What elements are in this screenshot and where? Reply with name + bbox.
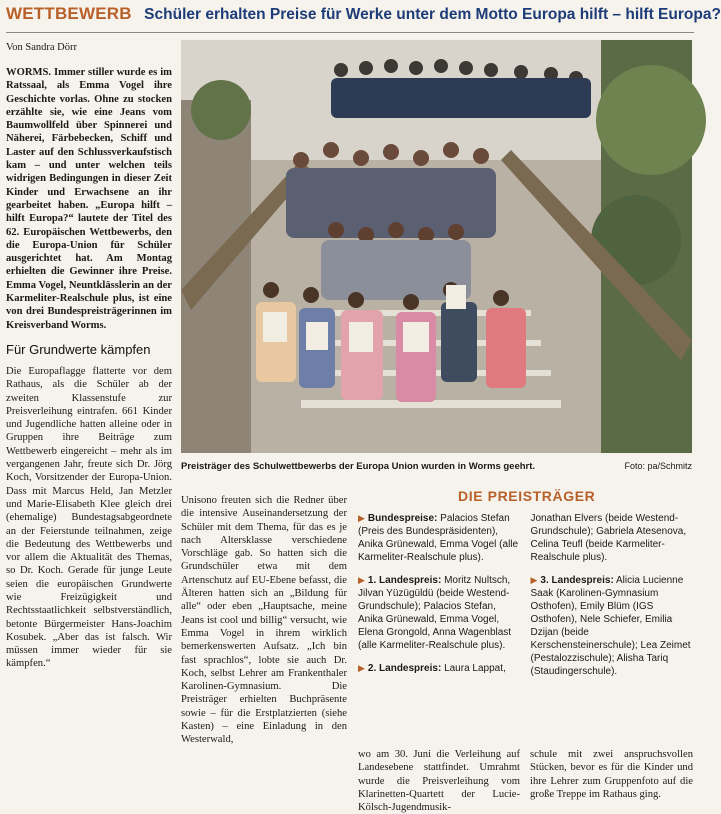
- winner-entry: ▶ 1. Landespreis: Moritz Nultsch, Jilvan Yüzügüldü (beide Westend-Grundschule); Palacios Stefan, Anika Grünewald, Emma Vogel, Elena Grongold, Anna Wagenblast (alle Karmeliter-Realschule plus).: [358, 575, 512, 651]
- winners-box: [358, 488, 693, 743]
- header-rule: [6, 32, 694, 33]
- triangle-bullet-icon: ▶: [530, 575, 538, 585]
- column-2: [181, 494, 347, 747]
- column-2-text: Unisono freuten sich die Redner über die intensive Auseinandersetzung der Schüler mit dem Thema, für das es je nach Altersklasse verschiedene Vorschläge gab. So hatten sich die Grundschüler etwa mit dem Artenschutz auf EU-Ebene befasst, die Älteren hatten sich an „Bildung für alle“ oder eben „Hauptsache, meine Jeans ist cool und billig“ versucht, wie Emma Vogel in ihrem wirklich bemerkenswerten Aufsatz. „Ich bin fast sprachlos“, lobte sie auch Dr. Koch, selbst Lehrer am Frankenthaler Karolinen-Gymnasium. Die Preisträger erhielten Buchpräsente sowie – für die Erstplatzierten (siehe Kasten) – eine Einladung in den Westerwald,: [181, 495, 347, 746]
- photo-credit: Foto: pa/Schmitz: [624, 461, 692, 471]
- column-1: [6, 66, 172, 671]
- winners-right-column: [531, 512, 694, 688]
- section-kicker: WETTBEWERB: [6, 4, 132, 23]
- column-4-text: schule mit zwei anspruchsvollen Stücken, bevor es für die Kinder und ihre Lehrer zum Gruppenfoto auf die große Treppe im Rathaus ging.: [530, 749, 693, 800]
- triangle-bullet-icon: ▶: [358, 575, 365, 585]
- lead-paragraph: WORMS. Immer stiller wurde es im Ratssaal, als Emma Vogel ihre Geschichte vorlas. Ohne zu stocken erzählte sie, wie eine Jeans vom Baumwollfeld über Spinnerei und Näherei, Färbebecken, Schiff und Laster auf den Schlussverkaufstisch kam – und unter welchen teils widrigen Bedingungen in dieser Zeit Kinder und Erwachsene an ihr gearbeitet haben. „Europa hilft – hilft Europa?“ lautete der Titel des 62. Europäischen Wettbewerbs, den die Europa-Union für Schüler ausgerichtet hat. Am Montag erhielten die Gewinner ihre Preise. Emma Vogel, Neuntklässlerin an der Karmeliter-Realschule plus, ist eine von drei Bundespreisträgerinnen im Kreisverband Worms.: [6, 67, 172, 331]
- winner-entry: ▶ 2. Landespreis: Laura Lappat,: [358, 663, 506, 674]
- byline: Von Sandra Dörr: [6, 42, 77, 53]
- article-header: [6, 4, 721, 30]
- caption-text: Preisträger des Schulwettbewerbs der Europa Union wurden in Worms geehrt.: [181, 461, 536, 472]
- column-3-text: wo am 30. Juni die Verleihung auf Landesebene stattfindet. Umrahmt wurde die Preisverleihung vom Klarinetten-Quartett der Lucie-Kölsch-Jugendmusik-: [358, 749, 520, 814]
- subheading: Für Grundwerte kämpfen: [6, 341, 151, 357]
- staircase-photo-illustration: [181, 40, 692, 453]
- column-4: [530, 748, 693, 801]
- winners-left-column: [358, 512, 521, 688]
- headline: Schüler erhalten Preise für Werke unter dem Motto Europa hilft – hilft Europa?: [144, 6, 721, 23]
- triangle-bullet-icon: ▶: [358, 663, 365, 673]
- winner-entry: ▶ 3. Landespreis: Alicia Lucienne Saak (Karolinen-Gymnasium Osthofen), Emily Blüm (IGS Osthofen), Nele Schiefer, Emilia Dzijan (beide Kerschensteinerschule); Lea Zeimet (Pestalozzischule); Alisha Tariq (Staudingerschule).: [530, 575, 691, 677]
- photo-caption: [181, 461, 692, 472]
- group-photo: [181, 40, 692, 453]
- winners-box-title: DIE PREISTRÄGER: [458, 488, 596, 504]
- winner-entry: ▶ Bundespreise: Palacios Stefan (Preis des Bundespräsidenten), Anika Grünewald, Emma Vogel (alle Karmeliter-Realschule plus).: [358, 513, 519, 563]
- winner-entry: Jonathan Elvers (beide Westend-Grundschule); Gabriela Atesenova, Celina Teufl (beide Karmeliter-Realschule plus).: [530, 513, 687, 563]
- body-paragraph: Die Europaflagge flatterte vor dem Rathaus, als die Schüler ab der zweiten Klassenstufe zur Preisverleihung eintrafen. 661 Kinder und Jugendliche hatten alleine oder in Gruppen ihre Beiträge zum Wettbewerb eingereicht – mehr als im vergangenen Jahr, freute sich Dr. Jörg Koch, Vorsitzender der Europa-Union. Dass mit Marcus Held, Jan Metzler und Marie-Elisabeth Klee gleich drei (ehemalige) Bundestagsabgeordnete an der Feierstunde teilnahmen, zeige die Bedeutung des Wettbewerbs und vor allem die Aktualität des Themas, so Dr. Koch. Gerade für junge Leute seien die europäischen Grundwerte wie Freizügigkeit und Rechtsstaatlichkeit selbstverständlich, betonte Bürgermeister Hans-Joachim Kosubek. „Aber das ist falsch. Wir müssen immer wieder für sie kämpfen.“: [6, 365, 172, 670]
- triangle-bullet-icon: ▶: [358, 513, 365, 523]
- column-3: [358, 748, 520, 814]
